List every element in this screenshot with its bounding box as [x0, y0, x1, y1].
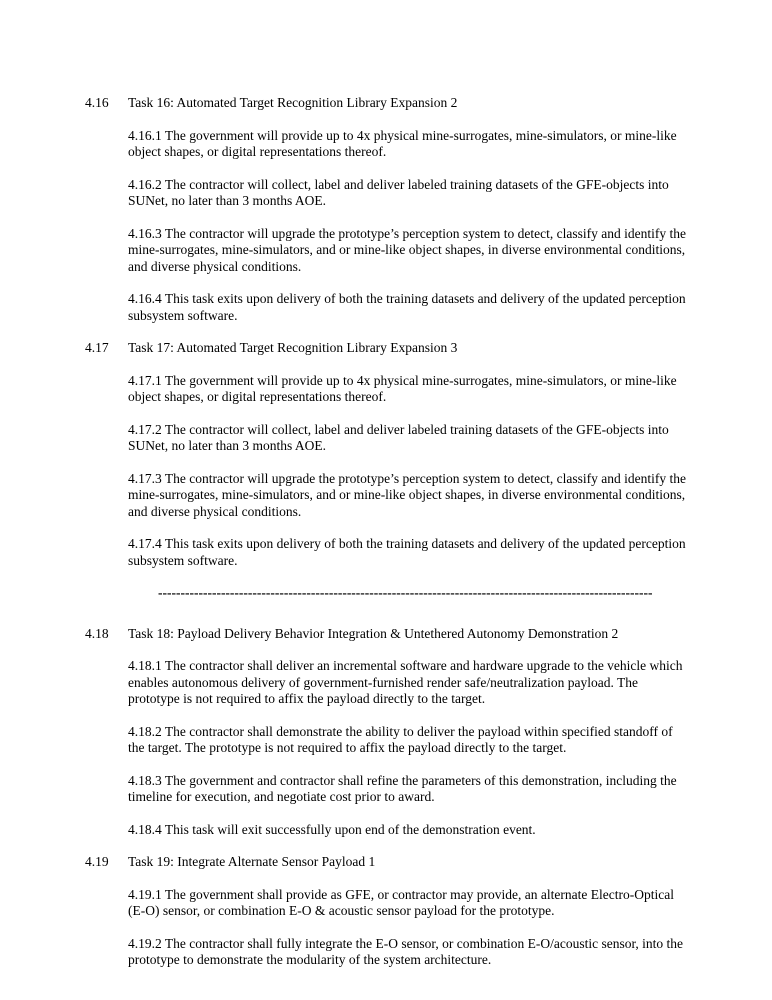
task-section — [85, 626, 692, 643]
section-title: Task 18: Payload Delivery Behavior Integration & Untethered Autonomy Demonstration 2 — [128, 625, 619, 641]
section-paragraph: 4.17.3 The contractor will upgrade the prototype’s perception system to detect, classify and identify the mine-surrogates, mine-simulators, and or mine-like object shapes, in diverse environmental conditions, and diverse physical conditions. — [128, 470, 686, 519]
section-heading — [85, 340, 692, 357]
section-title: Task 17: Automated Target Recognition Library Expansion 3 — [128, 340, 458, 355]
section-heading — [85, 626, 692, 643]
section-paragraph: 4.17.2 The contractor will collect, label and deliver labeled training datasets of the GFE-objects into SUNet, no later than 3 months AOE. — [128, 421, 669, 453]
section-paragraph: 4.18.2 The contractor shall demonstrate the ability to deliver the payload within specified standoff of the target. The prototype is not required to affix the payload directly to the target. — [128, 723, 673, 755]
section-paragraph: 4.18.4 This task will exit successfully upon end of the demonstration event. — [128, 821, 536, 837]
section-paragraph: 4.18.1 The contractor shall deliver an incremental software and hardware upgrade to the vehicle which enables autonomous delivery of government-furnished render safe/neutralization payload. The prototype is not required to affix the payload directly to the target. — [128, 658, 683, 706]
task-section — [85, 854, 692, 871]
section-paragraph: 4.16.3 The contractor will upgrade the prototype’s perception system to detect, classify and identify the mine-surrogates, mine-simulators, and or mine-like object shapes, in diverse environmental conditions, and diverse physical conditions. — [128, 225, 686, 274]
section-paragraph: 4.17.4 This task exits upon delivery of both the training datasets and delivery of the updated perception subsystem software. — [128, 536, 686, 568]
section-title: Task 16: Automated Target Recognition Library Expansion 2 — [128, 95, 458, 110]
task-section — [85, 340, 692, 357]
section-title: Task 19: Integrate Alternate Sensor Payload 1 — [128, 854, 376, 869]
section-number: 4.19 — [85, 854, 109, 869]
section-paragraph: 4.18.3 The government and contractor shall refine the parameters of this demonstration, including the timeline for execution, and negotiate cost prior to award. — [128, 772, 677, 804]
section-paragraph: 4.16.1 The government will provide up to 4x physical mine-surrogates, mine-simulators, or mine-like object shapes, or digital representations thereof. — [128, 127, 677, 159]
section-heading — [85, 854, 692, 871]
section-paragraph: 4.17.1 The government will provide up to 4x physical mine-surrogates, mine-simulators, or mine-like object shapes, or digital representations thereof. — [128, 372, 677, 404]
document-content — [85, 95, 692, 969]
section-paragraph: 4.19.2 The contractor shall fully integrate the E-O sensor, or combination E-O/acoustic sensor, into the prototype to demonstrate the modularity of the system architecture. — [128, 935, 684, 967]
section-paragraph: 4.16.4 This task exits upon delivery of both the training datasets and delivery of the updated perception subsystem software. — [128, 291, 686, 323]
section-heading — [85, 95, 692, 112]
task-section — [85, 95, 692, 112]
section-number: 4.16 — [85, 95, 109, 110]
section-paragraph: 4.19.1 The government shall provide as GFE, or contractor may provide, an alternate Electro-Optical (E-O) sensor, or combination E-O & acoustic sensor payload for the prototype. — [128, 886, 674, 918]
section-paragraph: 4.16.2 The contractor will collect, label and deliver labeled training datasets of the GFE-objects into SUNet, no later than 3 months AOE. — [128, 176, 669, 208]
section-number: 4.18 — [85, 625, 109, 641]
section-number: 4.17 — [85, 340, 109, 355]
section-separator: -------------------------------------------------------------------------------------------------------------- — [158, 585, 653, 600]
